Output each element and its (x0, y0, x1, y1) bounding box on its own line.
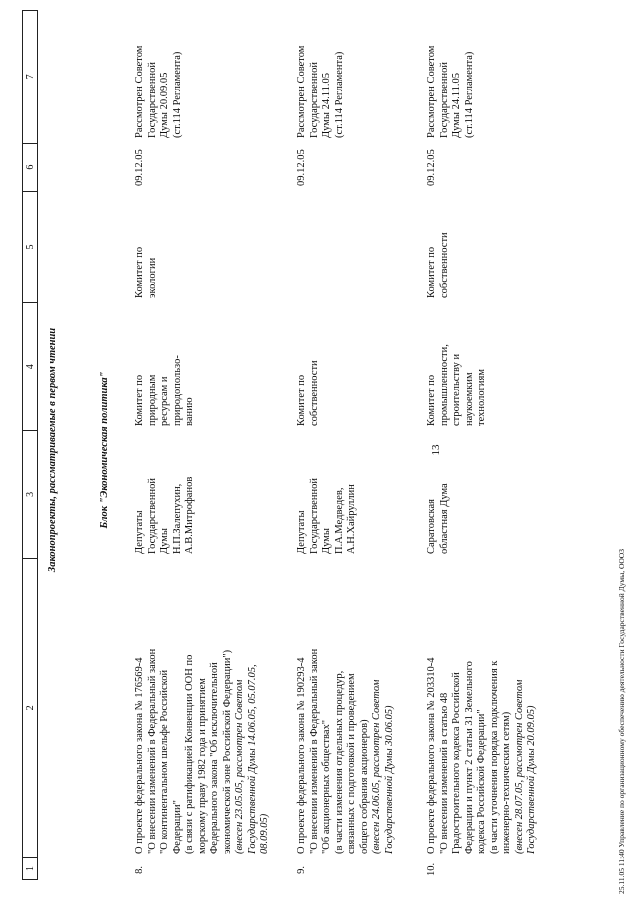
status-line: Государственной (146, 62, 158, 138)
initiator-line: Думы (159, 528, 170, 554)
bill-line: О проекте федерального закона № 176569-4 (134, 657, 145, 854)
bill-line: "О внесении изменений в Федеральный закон (308, 648, 320, 854)
bill-line: Федерации" (171, 800, 183, 854)
co-executor-committee (296, 190, 396, 302)
initiator-line: Государственной (146, 478, 158, 554)
initiator (296, 430, 396, 558)
bill-line: Федерального закона "Об исключительной (209, 662, 220, 854)
column-number: 4 (23, 302, 37, 430)
committee-line: собственности (438, 232, 450, 298)
bill-line: (в части изменения отдельных процедур, (333, 670, 345, 854)
committee-line: Комитет по (134, 246, 145, 298)
initiator-line: А.Н.Хайруллин (346, 484, 357, 554)
initiator-line: Государственной (308, 478, 320, 554)
status-line: (ст.114 Регламента) (333, 51, 345, 138)
committee-line: экологии (146, 257, 158, 298)
co-executor-committee (134, 190, 272, 302)
bill-line: "Об акционерных обществах" (321, 719, 332, 854)
committee-line: технологиям (476, 369, 487, 426)
date: 09.12.05 (426, 149, 437, 186)
bill-description (426, 558, 539, 858)
status-note (426, 10, 539, 142)
committee-line: ванию (184, 397, 195, 426)
column-number: 6 (23, 143, 37, 191)
page-footer: 25.11.05 11:40 Управление по организационному обеспечению деятельности Государственной Думы, ООО3 (617, 549, 626, 894)
status-line: Государственной (308, 62, 320, 138)
bill-note: Государственной Думы 30.06.05) (383, 705, 395, 854)
row-number: 9. (296, 866, 307, 874)
bill-line: О проекте федерального закона № 203310-4 (426, 657, 437, 854)
committee-line: Комитет по (296, 374, 307, 426)
bill-note: (внесен 28.07.05, рассмотрен Советом (513, 679, 525, 854)
committee-line: строительству и (451, 353, 462, 426)
responsible-committee (426, 302, 539, 430)
status-line: Рассмотрен Советом (296, 45, 307, 138)
bill-note: 08.09.05) (259, 813, 270, 854)
bill-line: О проекте федерального закона № 190293-4 (296, 657, 307, 854)
initiator-line: Саратовская (426, 499, 437, 554)
column-number: 5 (23, 191, 37, 303)
table-row (426, 10, 539, 880)
initiator-line: Депутаты (296, 510, 307, 554)
page-number: 13 (430, 444, 442, 456)
status-line: Думы 24.11.05 (451, 73, 462, 138)
bill-line: "О внесении изменений в статью 48 (438, 692, 450, 854)
column-number: 2 (23, 558, 37, 857)
column-number: 1 (23, 857, 37, 879)
committee-line: промышленности, (438, 344, 450, 426)
committee-line: наукоемким (463, 372, 475, 426)
committee-line: Комитет по (426, 246, 437, 298)
initiator (134, 430, 272, 558)
committee-line: Комитет по (426, 374, 437, 426)
bill-line: (в части уточнения порядка подключения к (488, 660, 500, 854)
block-title: Блок "Экономическая политика" (99, 371, 110, 529)
bill-line: (в связи с ратификацией Конвенции ООН по (184, 654, 195, 854)
status-line: (ст.114 Регламента) (171, 51, 183, 138)
date: 09.12.05 (134, 149, 145, 186)
bill-line: Градостроительного кодекса Российской (451, 672, 462, 854)
committee-line: собственности (308, 360, 320, 426)
status-line: (ст.114 Регламента) (463, 51, 475, 138)
committee-line: природным (146, 374, 158, 426)
bill-note: Государственной Думы 14.06.05, 05.07.05, (246, 664, 258, 854)
row-number: 8. (134, 866, 145, 874)
bill-line: инженерно-техническим сетям) (501, 711, 512, 854)
column-number: 3 (23, 430, 37, 558)
initiator (426, 430, 539, 558)
date: 09.12.05 (296, 149, 307, 186)
status-note (134, 10, 272, 142)
committee-line: ресурсам и (159, 376, 170, 426)
committee-line: Комитет по (134, 374, 145, 426)
bill-line: "О континентальном шельфе Российской (159, 669, 170, 854)
column-number-header (22, 10, 38, 880)
initiator-line: областная Дума (438, 483, 450, 554)
bill-line: "О внесении изменений в Федеральный закон (146, 648, 158, 854)
bill-line: кодекса Российской Федерации" (476, 709, 487, 854)
initiator-line: П.А.Медведев, (333, 487, 345, 554)
bill-line: морскому праву 1982 года и принятием (196, 678, 208, 854)
initiator-line: А.В.Митрофанов (184, 476, 195, 554)
status-line: Думы 24.11.05 (321, 73, 332, 138)
responsible-committee (134, 302, 272, 430)
status-note (296, 10, 396, 142)
initiator-line: Думы (321, 528, 332, 554)
bill-note: (внесен 23.05.05, рассмотрен Советом (234, 679, 245, 854)
section-title: Законопроекты, рассматриваемые в первом чтении (47, 327, 58, 573)
bill-description (134, 558, 272, 858)
column-number: 7 (25, 74, 36, 80)
row-number: 10. (426, 862, 437, 876)
status-line: Государственной (438, 62, 450, 138)
committee-line: природопользо- (171, 355, 183, 426)
bill-line: общего собрания акционеров) (358, 719, 370, 854)
co-executor-committee (426, 190, 539, 302)
initiator-line: Депутаты (134, 510, 145, 554)
bill-note: (внесен 24.06.05, рассмотрен Советом (371, 679, 382, 854)
status-line: Думы 20.09.05 (159, 72, 170, 138)
table-row (296, 10, 396, 880)
table-row (134, 10, 272, 880)
bill-note: Государственной Думы 20.09.05) (526, 705, 537, 854)
bill-line: связанных с подготовкой и проведением (346, 673, 357, 854)
bill-line: Федерации и пункт 2 статьи 31 Земельного (463, 661, 475, 854)
initiator-line: Н.П.Залепухин, (171, 483, 183, 554)
bill-line: экономической зоне Российской Федерации") (221, 649, 233, 854)
status-line: Рассмотрен Советом (134, 45, 145, 138)
status-line: Рассмотрен Советом (426, 45, 437, 138)
bill-description (296, 558, 396, 858)
responsible-committee (296, 302, 396, 430)
